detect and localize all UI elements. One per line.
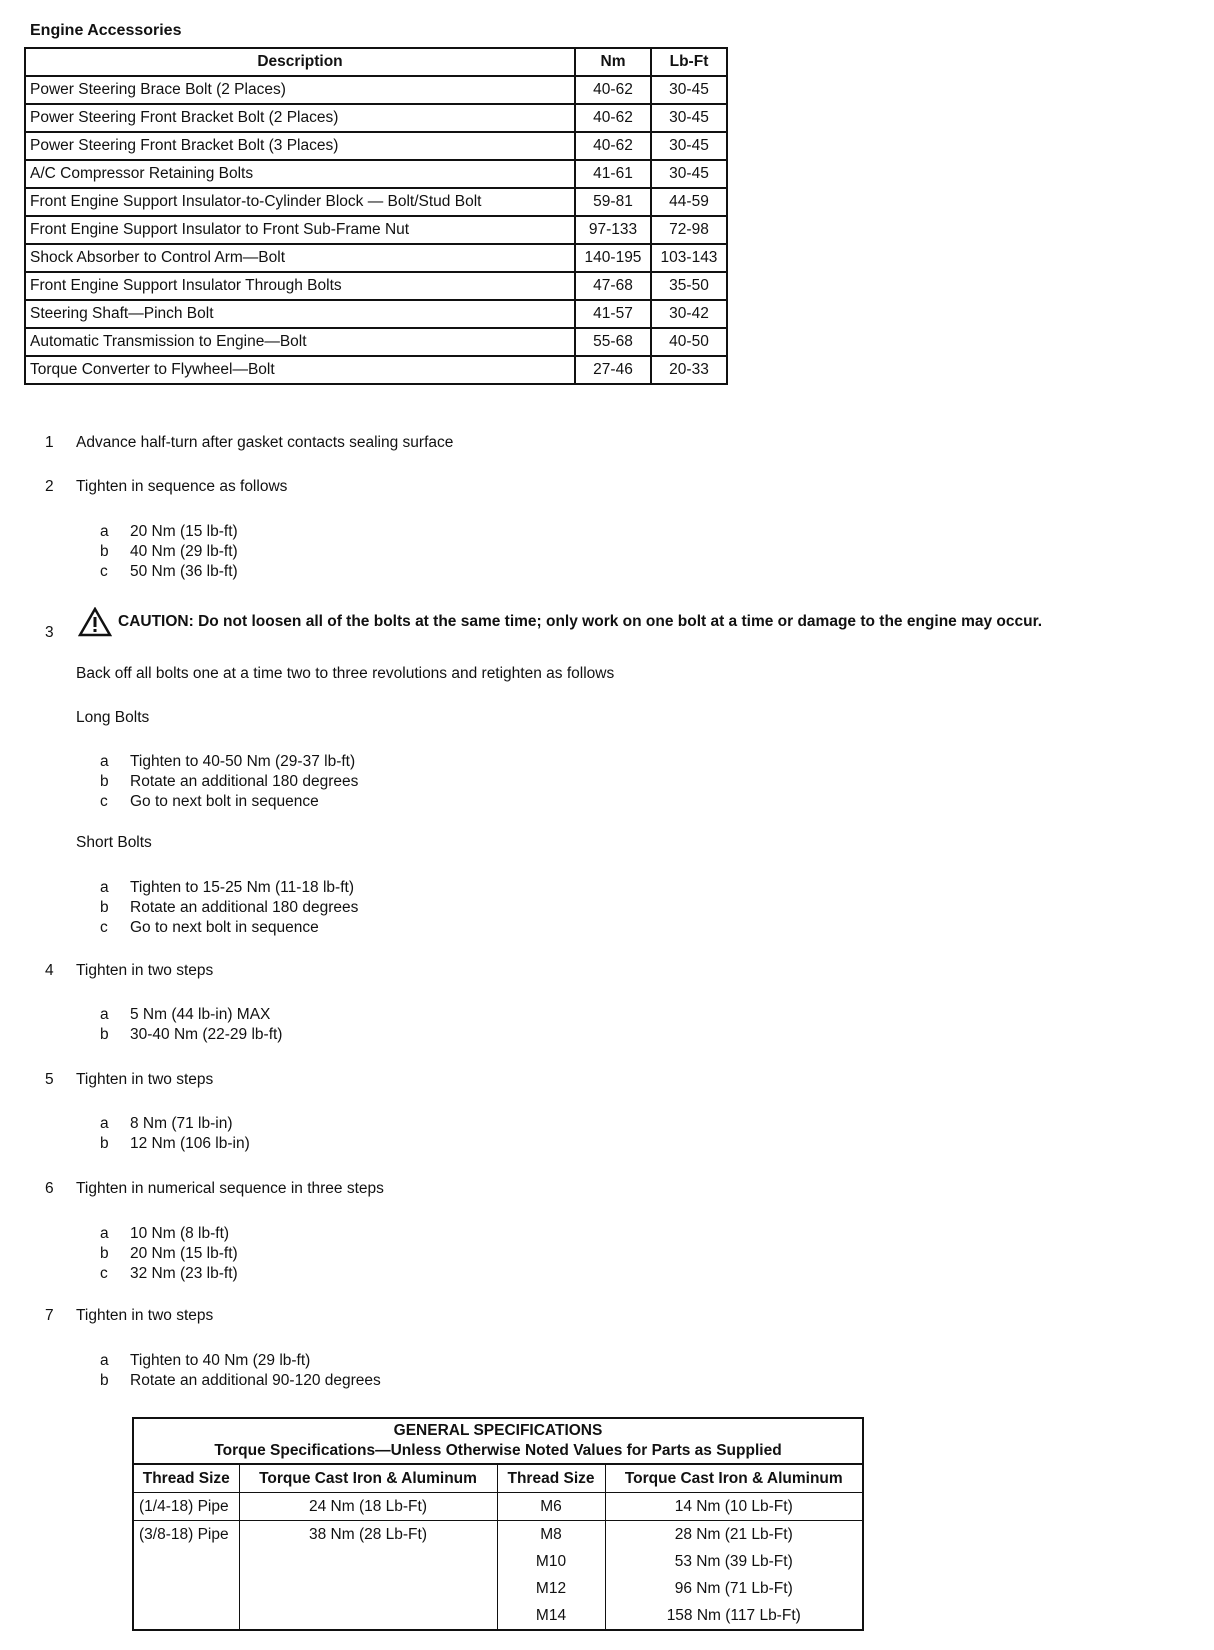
step-item: a Tighten to 40-50 Nm (29-37 lb-ft) [100, 753, 356, 770]
step-item: a 10 Nm (8 lb-ft) [100, 1225, 230, 1242]
cell-nm: 40-62 [575, 104, 651, 132]
general-specifications-table [132, 1417, 864, 1631]
cell-lbft: 20-33 [651, 356, 727, 384]
cell-description: Shock Absorber to Control Arm—Bolt [25, 244, 575, 272]
cell-nm: 59-81 [575, 188, 651, 216]
cell-nm: 41-57 [575, 300, 651, 328]
cell-thread-size: (3/8-18) Pipe [133, 1521, 239, 1549]
table-row [25, 356, 727, 384]
note-6-number: 6 [45, 1180, 54, 1197]
cell-torque: 38 Nm (28 Lb-Ft) [239, 1521, 497, 1549]
note-5-steps [100, 1114, 250, 1154]
note-2-steps [100, 522, 238, 582]
cell-torque: 158 Nm (117 Lb-Ft) [605, 1602, 863, 1630]
cell-torque [239, 1602, 497, 1630]
cell-nm: 97-133 [575, 216, 651, 244]
table-row [25, 76, 727, 104]
cell-lbft: 30-45 [651, 160, 727, 188]
cell-lbft: 40-50 [651, 328, 727, 356]
section-title: Engine Accessories [30, 22, 182, 39]
header-torque: Torque Cast Iron & Aluminum [605, 1464, 863, 1493]
cell-description: Steering Shaft—Pinch Bolt [25, 300, 575, 328]
cell-thread-size [133, 1575, 239, 1602]
cell-torque: 24 Nm (18 Lb-Ft) [239, 1493, 497, 1521]
short-bolts-steps [100, 878, 358, 938]
cell-nm: 47-68 [575, 272, 651, 300]
caution-text: CAUTION: Do not loosen all of the bolts at the same time; only work on one bolt at a time or damage to the engine may occur. [118, 613, 1043, 630]
table-row [133, 1521, 863, 1549]
cell-description: Power Steering Brace Bolt (2 Places) [25, 76, 575, 104]
note-5-text: Tighten in two steps [76, 1071, 214, 1088]
cell-lbft: 30-45 [651, 104, 727, 132]
cell-description: A/C Compressor Retaining Bolts [25, 160, 575, 188]
cell-nm: 55-68 [575, 328, 651, 356]
cell-lbft: 44-59 [651, 188, 727, 216]
cell-torque: 96 Nm (71 Lb-Ft) [605, 1575, 863, 1602]
cell-torque: 14 Nm (10 Lb-Ft) [605, 1493, 863, 1521]
cell-torque [239, 1548, 497, 1575]
note-7-number: 7 [45, 1307, 54, 1324]
note-1-text: Advance half-turn after gasket contacts sealing surface [76, 434, 454, 451]
cell-description: Power Steering Front Bracket Bolt (3 Places) [25, 132, 575, 160]
note-3-text: Back off all bolts one at a time two to three revolutions and retighten as follows [76, 665, 615, 682]
table-row [25, 160, 727, 188]
step-item: c Go to next bolt in sequence [100, 793, 319, 810]
cell-thread-size: (1/4-18) Pipe [133, 1493, 239, 1521]
table-row [25, 328, 727, 356]
cell-lbft: 30-42 [651, 300, 727, 328]
cell-nm: 40-62 [575, 132, 651, 160]
cell-description: Power Steering Front Bracket Bolt (2 Places) [25, 104, 575, 132]
step-item: b 12 Nm (106 lb-in) [100, 1135, 250, 1152]
table-header-row [133, 1464, 863, 1493]
header-torque: Torque Cast Iron & Aluminum [239, 1464, 497, 1493]
long-bolts-label: Long Bolts [76, 709, 150, 726]
cell-torque: 53 Nm (39 Lb-Ft) [605, 1548, 863, 1575]
cell-description: Front Engine Support Insulator to Front Sub-Frame Nut [25, 216, 575, 244]
cell-thread-size: M12 [497, 1575, 605, 1602]
cell-lbft: 30-45 [651, 132, 727, 160]
long-bolts-steps [100, 752, 358, 812]
cell-torque [239, 1575, 497, 1602]
step-item: b 20 Nm (15 lb-ft) [100, 1245, 238, 1262]
engine-accessories-table [24, 47, 728, 385]
table-header-row [25, 48, 727, 76]
cell-thread-size: M8 [497, 1521, 605, 1549]
cell-thread-size [133, 1602, 239, 1630]
cell-lbft: 72-98 [651, 216, 727, 244]
table-row [133, 1548, 863, 1575]
table-row [133, 1493, 863, 1521]
step-item: a Tighten to 40 Nm (29 lb-ft) [100, 1352, 311, 1369]
step-item: a 20 Nm (15 lb-ft) [100, 523, 238, 540]
note-4-number: 4 [45, 962, 54, 979]
header-lbft: Lb-Ft [651, 48, 727, 76]
table-row [133, 1575, 863, 1602]
note-2-number: 2 [45, 478, 54, 495]
cell-nm: 140-195 [575, 244, 651, 272]
note-4-steps [100, 1005, 282, 1045]
short-bolts-label: Short Bolts [76, 834, 152, 851]
note-1-number: 1 [45, 434, 54, 451]
general-spec-title: GENERAL SPECIFICATIONS [393, 1422, 603, 1439]
cell-lbft: 103-143 [651, 244, 727, 272]
step-item: b Rotate an additional 90-120 degrees [100, 1372, 381, 1389]
caution-notice [78, 607, 1042, 637]
table-row [25, 188, 727, 216]
cell-nm: 27-46 [575, 356, 651, 384]
cell-description: Torque Converter to Flywheel—Bolt [25, 356, 575, 384]
table-row [25, 272, 727, 300]
table-row [133, 1602, 863, 1630]
cell-lbft: 35-50 [651, 272, 727, 300]
step-item: b Rotate an additional 180 degrees [100, 773, 359, 790]
table-row [25, 216, 727, 244]
warning-icon [78, 607, 112, 637]
table-row [25, 300, 727, 328]
table-row [25, 132, 727, 160]
note-6-text: Tighten in numerical sequence in three steps [76, 1180, 384, 1197]
step-item: b Rotate an additional 180 degrees [100, 899, 359, 916]
step-item: a 5 Nm (44 lb-in) MAX [100, 1006, 271, 1023]
step-item: c Go to next bolt in sequence [100, 919, 319, 936]
cell-description: Automatic Transmission to Engine—Bolt [25, 328, 575, 356]
cell-nm: 40-62 [575, 76, 651, 104]
note-5-number: 5 [45, 1071, 54, 1088]
header-thread-size: Thread Size [133, 1464, 239, 1493]
step-item: c 32 Nm (23 lb-ft) [100, 1265, 238, 1282]
cell-thread-size: M14 [497, 1602, 605, 1630]
step-item: c 50 Nm (36 lb-ft) [100, 563, 238, 580]
cell-thread-size: M6 [497, 1493, 605, 1521]
note-7-steps [100, 1351, 381, 1391]
step-item: a Tighten to 15-25 Nm (11-18 lb-ft) [100, 879, 354, 896]
note-4-text: Tighten in two steps [76, 962, 214, 979]
note-2-text: Tighten in sequence as follows [76, 478, 288, 495]
cell-description: Front Engine Support Insulator-to-Cylinder Block — Bolt/Stud Bolt [25, 188, 575, 216]
step-item: a 8 Nm (71 lb-in) [100, 1115, 233, 1132]
cell-thread-size [133, 1548, 239, 1575]
cell-thread-size: M10 [497, 1548, 605, 1575]
step-item: b 30-40 Nm (22-29 lb-ft) [100, 1026, 283, 1043]
cell-lbft: 30-45 [651, 76, 727, 104]
cell-nm: 41-61 [575, 160, 651, 188]
general-spec-subtitle: Torque Specifications—Unless Otherwise Noted Values for Parts as Supplied [214, 1442, 782, 1459]
note-7-text: Tighten in two steps [76, 1307, 214, 1324]
step-item: b 40 Nm (29 lb-ft) [100, 543, 238, 560]
table-row [25, 104, 727, 132]
cell-torque: 28 Nm (21 Lb-Ft) [605, 1521, 863, 1549]
header-thread-size: Thread Size [497, 1464, 605, 1493]
note-3-number: 3 [45, 624, 54, 641]
header-description: Description [25, 48, 575, 76]
general-spec-heading [133, 1418, 863, 1464]
cell-description: Front Engine Support Insulator Through Bolts [25, 272, 575, 300]
note-6-steps [100, 1224, 238, 1284]
table-row [25, 244, 727, 272]
header-nm: Nm [575, 48, 651, 76]
